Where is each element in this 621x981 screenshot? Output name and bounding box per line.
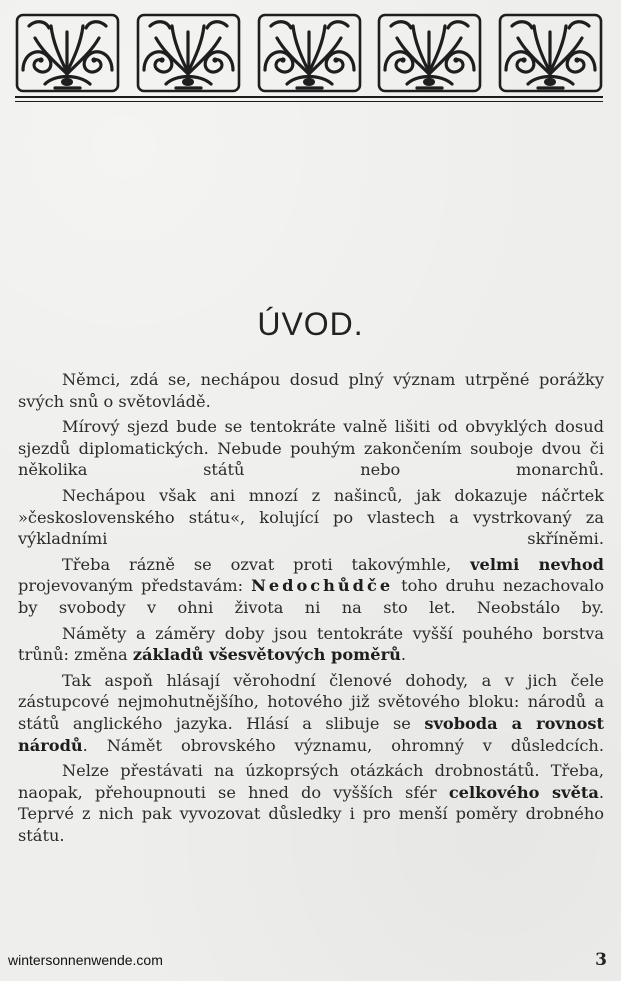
body-paragraph — [18, 485, 604, 550]
ornament-palmette-icon — [257, 12, 362, 96]
body-paragraph — [18, 760, 604, 846]
body-text — [18, 369, 604, 850]
paragraph-text: Tak aspoň hlásají věrohodní členové dohody, a v jich čele zástupcové nejmohutnějšího, hotového již světového bloku: národů a států anglického jazyka. Hlásí a slibuje se — [18, 670, 604, 733]
ornament-palmette-icon — [15, 12, 120, 96]
body-paragraph — [18, 416, 604, 481]
page-number: 3 — [595, 950, 607, 970]
paragraph-text: Němci, zdá se, nechápou dosud plný význam utrpěné porážky svých snů o světovládě. — [18, 370, 604, 411]
emphasis-bold: celkového světa — [448, 782, 599, 802]
body-paragraph — [18, 369, 604, 412]
emphasis-bold: svoboda a rovnost národů — [18, 713, 604, 755]
header-rule — [15, 96, 603, 98]
paragraph-text: Nechápou však ani mnozí z našinců, jak dokazuje náčrtek »československého státu«, kolující po vlastech a vystrkovaný za výkladními skříněmi. — [18, 485, 604, 549]
emphasis-bold: základů všesvětových poměrů — [132, 645, 401, 665]
ornament-palmette-icon — [136, 12, 241, 96]
header-rule-thin — [15, 101, 603, 102]
paragraph-text: . Námět obrovského významu, ohromný v důsledcích. — [82, 735, 604, 755]
emphasis-spaced: Nedochůdče — [251, 576, 394, 596]
paragraph-text: projevovaným představám: — [18, 576, 252, 596]
paragraph-text: toho druhu nezachovalo by svobody v ohni života ni na sto let. Neobstálo by. — [18, 576, 604, 617]
paragraph-text: . Teprvé z nich pak vyvozovat důsledky i pro menší poměry drobného státu. — [18, 782, 604, 845]
body-paragraph — [18, 670, 604, 756]
emphasis-bold: velmi nevhod — [470, 554, 604, 574]
ornament-band — [15, 12, 603, 96]
paragraph-text: . — [400, 645, 407, 665]
paragraph-text: Náměty a záměry doby jsou tentokráte vyšší pouhého borstva trůnů: změna — [18, 623, 604, 665]
paragraph-text: Třeba rázně se ozvat proti takovýmhle, — [62, 554, 471, 574]
chapter-heading: ÚVOD. — [257, 306, 364, 342]
ornament-palmette-icon — [498, 12, 603, 96]
paragraph-text: Mírový sjezd bude se tentokráte valně lišiti od obvyklých dosud sjezdů diplomatických. Nebude pouhým zakončením souboje dvou či několika států nebo monarchů. — [18, 417, 604, 480]
source-watermark: wintersonnenwende.com — [8, 952, 163, 968]
paragraph-text: Nelze přestávati na úzkoprsých otázkách drobnostátů. Třeba, naopak, přehoupnouti se hned do vyšších sfér — [18, 761, 604, 802]
body-paragraph — [18, 554, 604, 619]
ornament-palmette-icon — [377, 12, 482, 96]
body-paragraph — [18, 623, 604, 666]
